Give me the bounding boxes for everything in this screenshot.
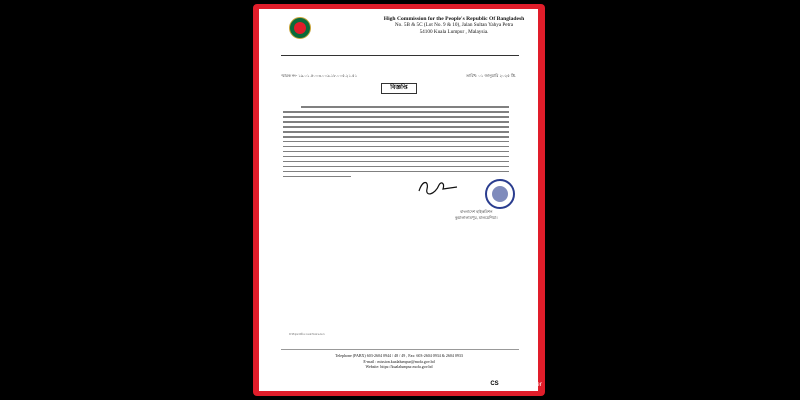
signatory-location: কুয়ালালামপুর, মালয়েশিয়া। <box>455 215 498 220</box>
official-seal-icon <box>485 179 515 209</box>
footer-rule <box>281 349 519 350</box>
file-path-note: D:\Hajra\Office work\Notice.docx <box>289 333 325 336</box>
signatory-office: বাংলাদেশ হাইকমিশন <box>459 209 493 214</box>
letterhead-title: High Commission for the People's Republic Of Bangladesh <box>383 16 525 22</box>
signatory-block <box>455 209 498 221</box>
camscanner-logo-icon: CS <box>488 379 501 389</box>
letterhead-address-2: 54100 Kuala Lumpur , Malaysia. <box>419 28 489 35</box>
footer-email: E-mail : mission.kualalumpur@mofa.gov.bd <box>363 358 435 364</box>
signature-mark <box>413 177 483 199</box>
footer-website: Website: https://kualalumpur.mofa.gov.bd <box>365 364 433 370</box>
reference-number: স্মারক নং- ১৯.০১.৫০০৩.০০৯.১৮.০০৫.২১.৫১ <box>281 73 358 78</box>
bangladesh-emblem-icon <box>289 17 311 39</box>
letterhead-address-1: No. 5B & 5C (Lot No. 9 & 10), Jalan Sultan Yahya Petra <box>394 22 514 29</box>
notice-date: তারিখ: ০১ জানুয়ারি ২০২৫ খ্রি. <box>466 73 516 78</box>
footer-phone: Telephone (PABX) 603-2604 0944 / 48 / 49 , Fax: 603-2604 0934 & 2604 0933 <box>335 353 463 358</box>
camscanner-watermark <box>488 379 542 389</box>
notice-body <box>283 106 509 181</box>
camscanner-label: CamScanner <box>504 380 542 388</box>
notice-title: বিজ্ঞপ্তি <box>381 83 417 94</box>
footer-contact <box>299 353 499 370</box>
document-page <box>259 9 538 391</box>
header-rule <box>281 55 519 56</box>
letterhead <box>374 16 534 35</box>
